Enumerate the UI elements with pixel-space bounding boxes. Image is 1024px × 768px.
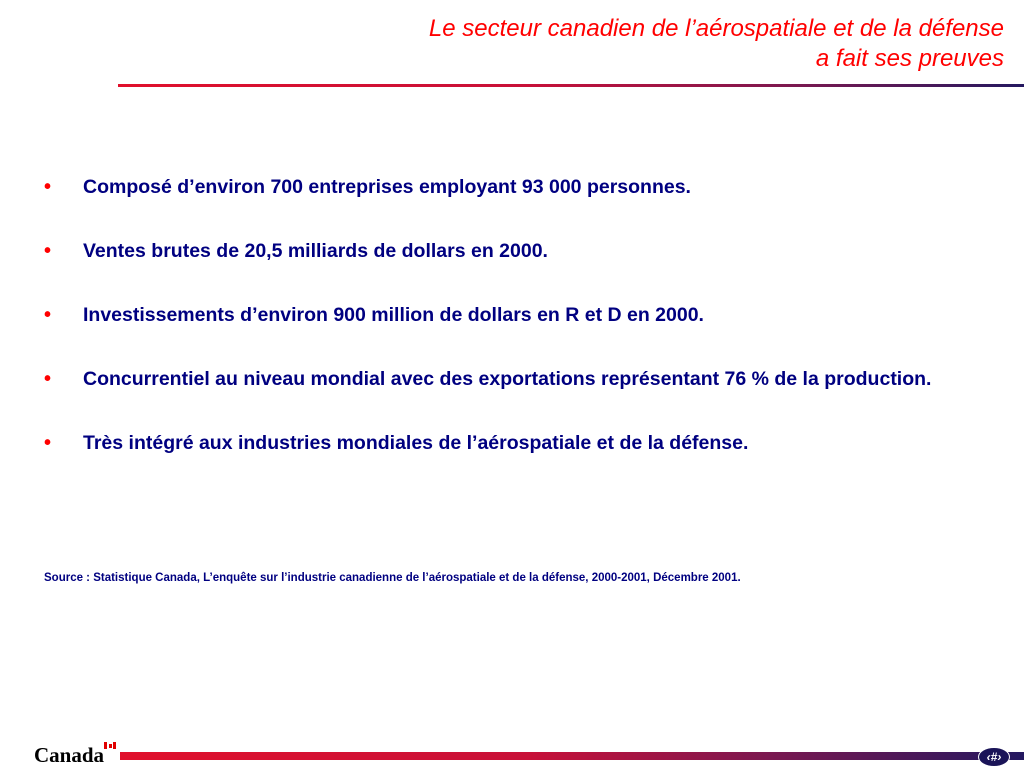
bullet-item [44, 366, 944, 393]
bullet-icon: • [44, 432, 52, 454]
bullet-text: Composé d’environ 700 entreprises employant 93 000 personnes. [83, 176, 691, 198]
bullet-icon: • [44, 240, 52, 262]
title-divider [118, 84, 1024, 87]
bullet-text: Très intégré aux industries mondiales de l’aérospatiale et de la défense. [83, 432, 749, 454]
page-number-badge: ‹#› [978, 747, 1010, 767]
canada-flag-icon [104, 742, 116, 749]
bullet-item [44, 174, 944, 201]
footer-divider [120, 752, 1024, 760]
canada-wordmark-logo [34, 740, 118, 768]
bullet-item [44, 430, 944, 457]
bullet-icon: • [44, 368, 52, 390]
slide-title [144, 14, 1004, 74]
wordmark-text: Canada [34, 743, 105, 767]
bullet-icon: • [44, 304, 52, 326]
slide-title-line-2: a fait ses preuves [815, 45, 1004, 72]
bullet-item [44, 238, 944, 265]
bullet-text: Investissements d’environ 900 million de dollars en R et D en 2000. [83, 304, 704, 326]
bullet-icon: • [44, 176, 52, 198]
bullet-item [44, 302, 944, 329]
bullet-list [44, 174, 944, 494]
source-note: Source : Statistique Canada, L’enquête sur l’industrie canadienne de l’aérospatiale et de la défense, 2000-2001, Décembre 2001. [44, 572, 741, 584]
bullet-text: Concurrentiel au niveau mondial avec des exportations représentant 76 % de la production. [83, 368, 932, 390]
slide-title-line-1: Le secteur canadien de l’aérospatiale et de la défense [428, 15, 1004, 42]
bullet-text: Ventes brutes de 20,5 milliards de dollars en 2000. [83, 240, 548, 262]
